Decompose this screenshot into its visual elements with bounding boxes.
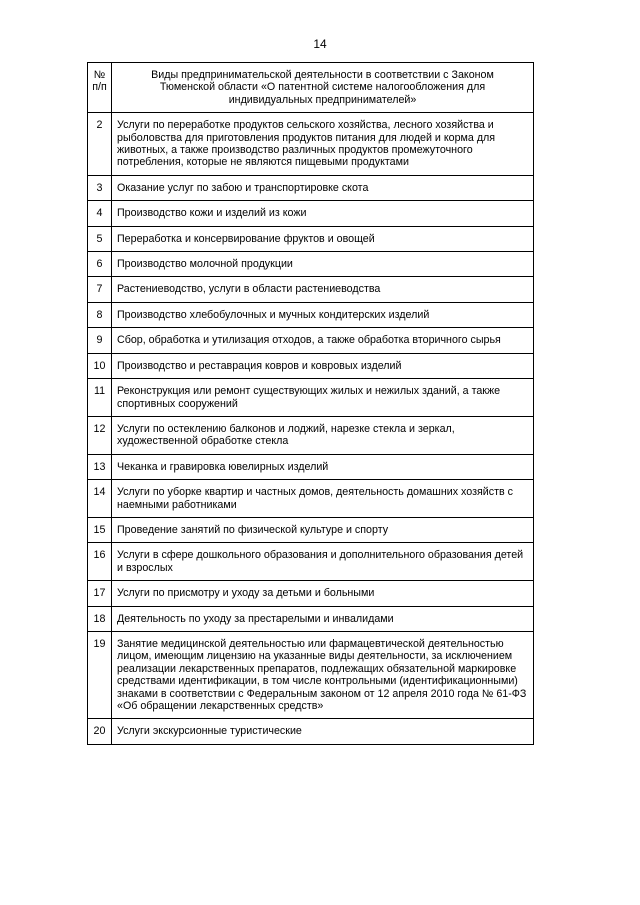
- row-activity: Реконструкция или ремонт существующих жилых и нежилых зданий, а также спортивных сооружений: [112, 379, 534, 417]
- table-row: [88, 302, 534, 327]
- row-activity: Услуги по уборке квартир и частных домов, деятельность домашних хозяйств с наемными работниками: [112, 480, 534, 518]
- table-row: [88, 379, 534, 417]
- table-row: [88, 454, 534, 479]
- table-row: [88, 581, 534, 606]
- table-row: [88, 480, 534, 518]
- row-activity: Услуги по присмотру и уходу за детьми и больными: [112, 581, 534, 606]
- row-activity: Деятельность по уходу за престарелыми и инвалидами: [112, 606, 534, 631]
- row-activity: Чеканка и гравировка ювелирных изделий: [112, 454, 534, 479]
- activities-table: [87, 62, 534, 745]
- row-activity: Оказание услуг по забою и транспортировке скота: [112, 175, 534, 200]
- row-activity: Услуги по переработке продуктов сельского хозяйства, лесного хозяйства и рыболовства для приготовления продуктов питания для людей и корма для животных, а также производство различных продуктов промежуточного потребления, которые не являются пищевыми продуктами: [112, 113, 534, 176]
- table-row: [88, 201, 534, 226]
- row-activity: Сбор, обработка и утилизация отходов, а также обработка вторичного сырья: [112, 328, 534, 353]
- table-row: [88, 543, 534, 581]
- table-row: [88, 113, 534, 176]
- row-number: 14: [88, 480, 112, 518]
- row-activity: Производство кожи и изделий из кожи: [112, 201, 534, 226]
- row-activity: Занятие медицинской деятельностью или фармацевтической деятельностью лицом, имеющим лицензию на указанные виды деятельности, за исключением реализации лекарственных препаратов, подлежащих обязательной маркировке средствами идентификации, в том числе контрольными (идентификационными) знаками в соответствии с Федеральным законом от 12 апреля 2010 года № 61-ФЗ «Об обращении лекарственных средств»: [112, 631, 534, 718]
- row-number: 9: [88, 328, 112, 353]
- table-row: [88, 517, 534, 542]
- table-row: [88, 226, 534, 251]
- row-number: 20: [88, 719, 112, 744]
- row-number: 16: [88, 543, 112, 581]
- row-activity: Растениеводство, услуги в области растениеводства: [112, 277, 534, 302]
- table-row: [88, 175, 534, 200]
- table-row: [88, 328, 534, 353]
- table-row: [88, 277, 534, 302]
- row-number: 5: [88, 226, 112, 251]
- row-activity: Производство молочной продукции: [112, 252, 534, 277]
- table-row: [88, 719, 534, 744]
- row-number: 10: [88, 353, 112, 378]
- header-number-column: № п/п: [88, 63, 112, 113]
- row-number: 3: [88, 175, 112, 200]
- table-row: [88, 416, 534, 454]
- table-row: [88, 353, 534, 378]
- row-number: 2: [88, 113, 112, 176]
- row-number: 8: [88, 302, 112, 327]
- row-number: 12: [88, 416, 112, 454]
- row-activity: Производство хлебобулочных и мучных кондитерских изделий: [112, 302, 534, 327]
- row-activity: Проведение занятий по физической культуре и спорту: [112, 517, 534, 542]
- row-number: 17: [88, 581, 112, 606]
- page-number: 14: [313, 37, 327, 51]
- row-number: 15: [88, 517, 112, 542]
- table-row: [88, 252, 534, 277]
- header-activity-column: Виды предпринимательской деятельности в соответствии с Законом Тюменской области «О патентной системе налогообложения для индивидуальных предпринимателей»: [112, 63, 534, 113]
- table-row: [88, 631, 534, 718]
- row-activity: Услуги экскурсионные туристические: [112, 719, 534, 744]
- row-number: 18: [88, 606, 112, 631]
- row-activity: Услуги по остеклению балконов и лоджий, нарезке стекла и зеркал, художественной обработке стекла: [112, 416, 534, 454]
- row-activity: Переработка и консервирование фруктов и овощей: [112, 226, 534, 251]
- row-number: 6: [88, 252, 112, 277]
- row-activity: Услуги в сфере дошкольного образования и дополнительного образования детей и взрослых: [112, 543, 534, 581]
- table-row: [88, 606, 534, 631]
- row-number: 4: [88, 201, 112, 226]
- row-number: 19: [88, 631, 112, 718]
- table-header-row: [88, 63, 534, 113]
- row-number: 11: [88, 379, 112, 417]
- row-activity: Производство и реставрация ковров и ковровых изделий: [112, 353, 534, 378]
- row-number: 13: [88, 454, 112, 479]
- row-number: 7: [88, 277, 112, 302]
